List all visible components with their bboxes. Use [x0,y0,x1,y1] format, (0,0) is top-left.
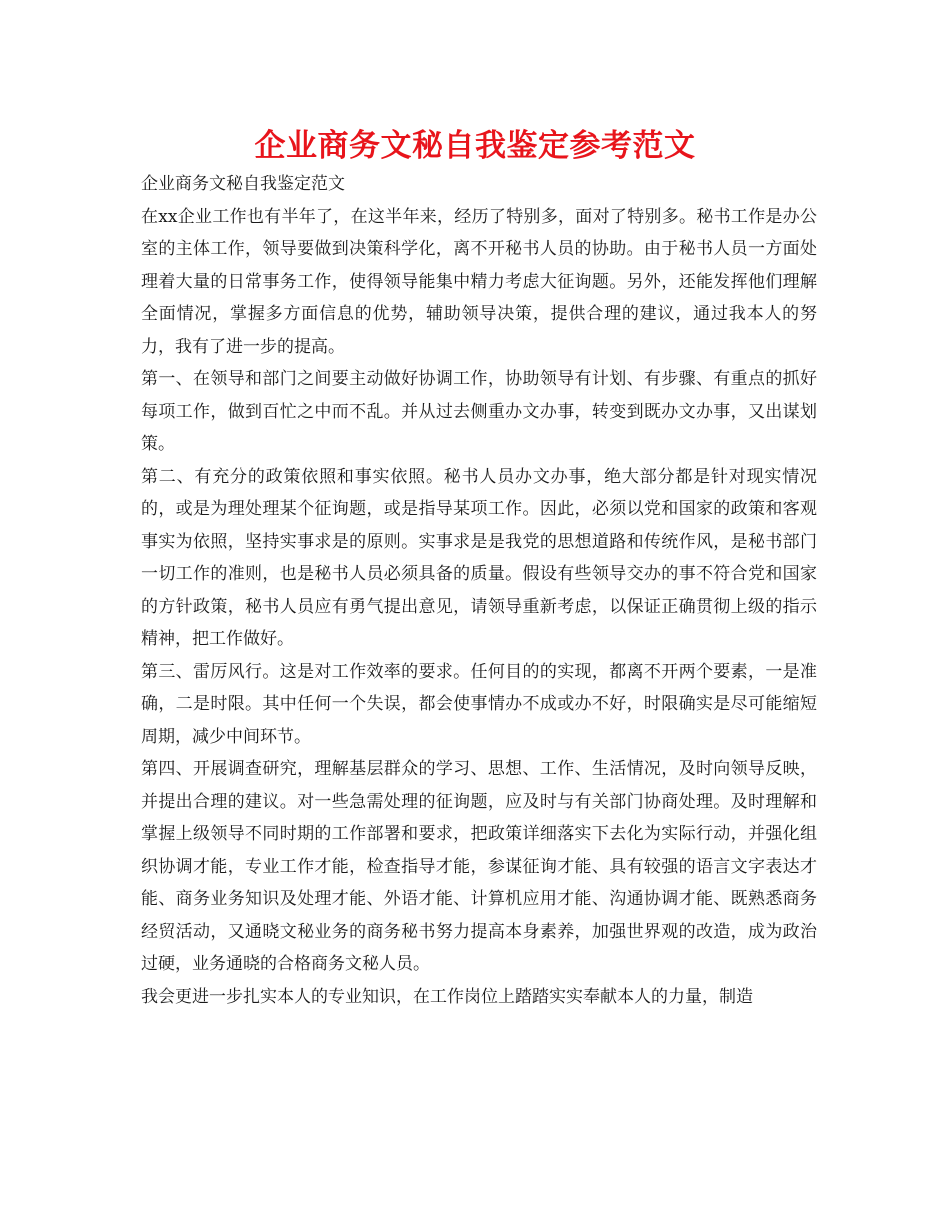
paragraph-third: 第三、雷厉风行。这是对工作效率的要求。任何目的的实现，都离不开两个要素，一是准确，二是时限。其中任何一个失误，都会使事情办不成或办不好，时限确实是尽可能缩短周期，减少中间环节。 [141,661,817,747]
paragraph-intro: 在xx企业工作也有半年了，在这半年来，经历了特别多，面对了特别多。秘书工作是办公室的主体工作，领导要做到决策科学化，离不开秘书人员的协助。由于秘书人员一方面处理着大量的日常事务工作，使得领导能集中精力考虑大征询题。另外，还能发挥他们理解全面情况，掌握多方面信息的优势，辅助领导决策，提供合理的建议，通过我本人的努力，我有了进一步的提高。 [141,206,817,357]
paragraph-closing: 我会更进一步扎实本人的专业知识，在工作岗位上踏踏实实奉献本人的力量，制造 [141,986,753,1007]
document-title: 企业商务文秘自我鉴定参考范文 [254,128,696,164]
paragraph-fourth: 第四、开展调查研究，理解基层群众的学习、思想、工作、生活情况，及时向领导反映，并提出合理的建议。对一些急需处理的征询题，应及时与有关部门协商处理。及时理解和掌握上级领导不同时期的工作部署和要求，把政策详细落实下去化为实际行动，并强化组织协调才能，专业工作才能，检查指导才能，参谋征询才能、具有较强的语言文字表达才能、商务业务知识及处理才能、外语才能、计算机应用才能、沟通协调才能、既熟悉商务经贸活动，又通晓文秘业务的商务秘书努力提高本身素养，加强世界观的改造，成为政治过硬，业务通晓的合格商务文秘人员。 [141,759,817,974]
paragraph-first: 第一、在领导和部门之间要主动做好协调工作，协助领导有计划、有步骤、有重点的抓好每项工作，做到百忙之中而不乱。并从过去侧重办文办事，转变到既办文办事，又出谋划策。 [141,369,817,454]
document-body [141,168,817,1013]
paragraph-second: 第二、有充分的政策依照和事实依照。秘书人员办文办事，绝大部分都是针对现实情况的，或是为理处理某个征询题，或是指导某项工作。因此，必须以党和国家的政策和客观事实为依照，坚持实事求是的原则。实事求是是我党的思想道路和传统作风，是秘书部门一切工作的准则，也是秘书人员必须具备的质量。假设有些领导交办的事不符合党和国家的方针政策，秘书人员应有勇气提出意见，请领导重新考虑，以保证正确贯彻上级的指示精神，把工作做好。 [141,466,817,649]
document-subtitle: 企业商务文秘自我鉴定范文 [141,174,345,194]
